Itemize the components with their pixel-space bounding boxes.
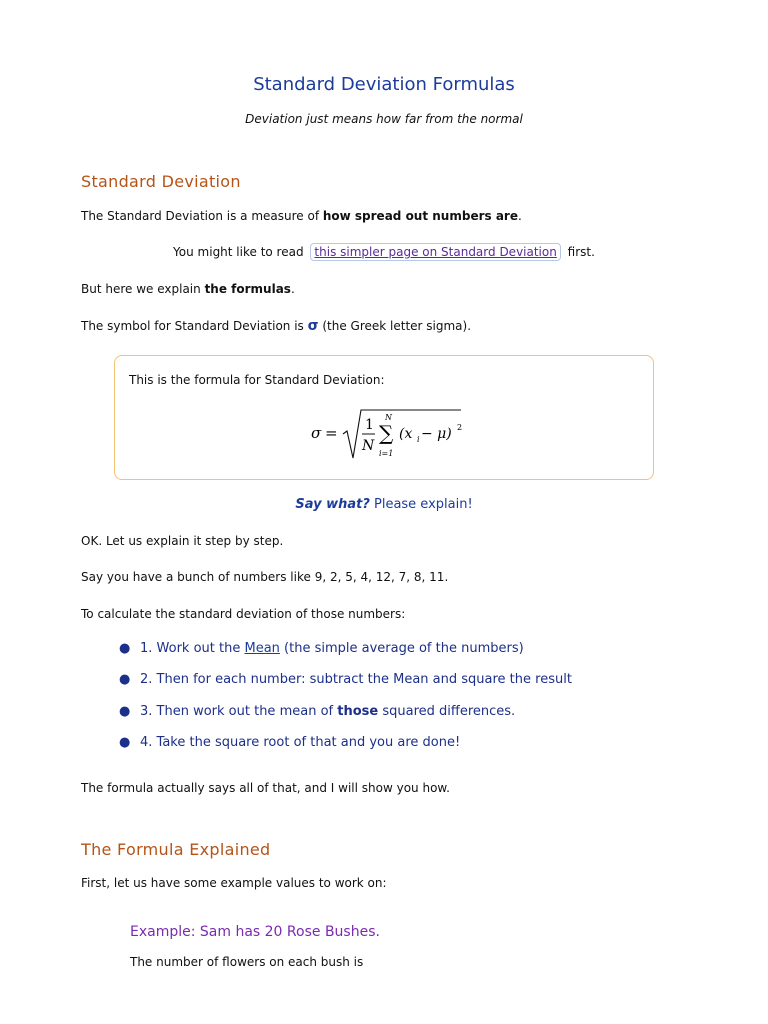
bullet-icon: ● <box>119 672 131 687</box>
list-item-step-1 <box>119 641 524 656</box>
list-item-step-2 <box>119 672 572 687</box>
step-3-end: squared differences. <box>378 704 516 719</box>
formulas-text: But here we explain <box>81 282 205 296</box>
sum-lower-limit: i=1 <box>379 449 394 458</box>
symbol-end: (the Greek letter sigma). <box>318 319 472 333</box>
step-3-text: 3. Then work out the mean of <box>140 704 338 719</box>
mean-link[interactable]: Mean <box>244 641 280 656</box>
intro-paragraph <box>81 209 522 223</box>
formula-lhs: σ <box>311 424 322 442</box>
say-what: Say what? <box>295 497 370 512</box>
step-by-step-text: OK. Let us explain it step by step. <box>81 534 284 548</box>
flowers-text: The number of flowers on each bush is <box>130 955 364 969</box>
symbol-paragraph <box>81 318 471 334</box>
formula-term-rest: − μ) <box>421 426 452 442</box>
example-heading: Example: Sam has 20 Rose Bushes. <box>130 924 380 940</box>
please-explain: Please explain! <box>369 497 473 512</box>
step-1-text: 1. Work out the <box>140 641 245 656</box>
formula-says-text: The formula actually says all of that, and I will show you how. <box>81 781 450 795</box>
intro-end: . <box>517 209 522 223</box>
read-more-line <box>0 243 768 261</box>
section-heading-standard-deviation: Standard Deviation <box>81 172 241 191</box>
bullet-icon: ● <box>119 704 131 719</box>
step-2-text: 2. Then for each number: subtract the Mean and square the result <box>140 672 572 687</box>
formula-equals: = <box>325 424 338 442</box>
section-heading-formula-explained: The Formula Explained <box>81 840 271 859</box>
example-values-text: First, let us have some example values to work on: <box>81 876 387 890</box>
calculate-text: To calculate the standard deviation of those numbers: <box>81 607 406 621</box>
say-what-line <box>0 497 768 512</box>
formula-denominator: N <box>362 438 375 454</box>
formula-numerator: 1 <box>365 417 374 433</box>
formula-term: (x <box>399 426 413 442</box>
numbers-text: Say you have a bunch of numbers like 9, 2, 5, 4, 12, 7, 8, 11. <box>81 570 449 584</box>
sum-symbol: ∑ <box>379 421 394 445</box>
intro-text: The Standard Deviation is a measure of <box>81 209 323 223</box>
formula-intro: This is the formula for Standard Deviation: <box>129 373 385 387</box>
formula-exponent: 2 <box>457 423 463 432</box>
step-3-bold: those <box>337 704 379 719</box>
list-item-step-4 <box>119 735 461 750</box>
simpler-page-link[interactable]: this simpler page on Standard Deviation <box>310 243 560 261</box>
standard-deviation-formula <box>305 402 475 464</box>
read-more-text: You might like to read <box>173 245 304 259</box>
bullet-icon: ● <box>119 641 131 656</box>
formulas-bold: the formulas <box>204 282 291 296</box>
list-item-step-3 <box>119 704 516 719</box>
page-title: Standard Deviation Formulas <box>253 74 515 95</box>
page-subtitle: Deviation just means how far from the normal <box>245 112 523 126</box>
intro-bold: how spread out numbers are <box>322 209 518 223</box>
sum-upper-limit: N <box>385 413 392 422</box>
formula-box <box>114 355 654 480</box>
read-more-end: first. <box>567 245 595 259</box>
step-4-text: 4. Take the square root of that and you are done! <box>140 735 461 750</box>
formulas-end: . <box>290 282 295 296</box>
bullet-icon: ● <box>119 735 131 750</box>
formulas-paragraph <box>81 282 295 296</box>
formula-subscript: i <box>417 435 420 444</box>
step-1-end: (the simple average of the numbers) <box>279 641 524 656</box>
sigma-symbol: σ <box>307 318 319 334</box>
symbol-text: The symbol for Standard Deviation is <box>81 319 308 333</box>
